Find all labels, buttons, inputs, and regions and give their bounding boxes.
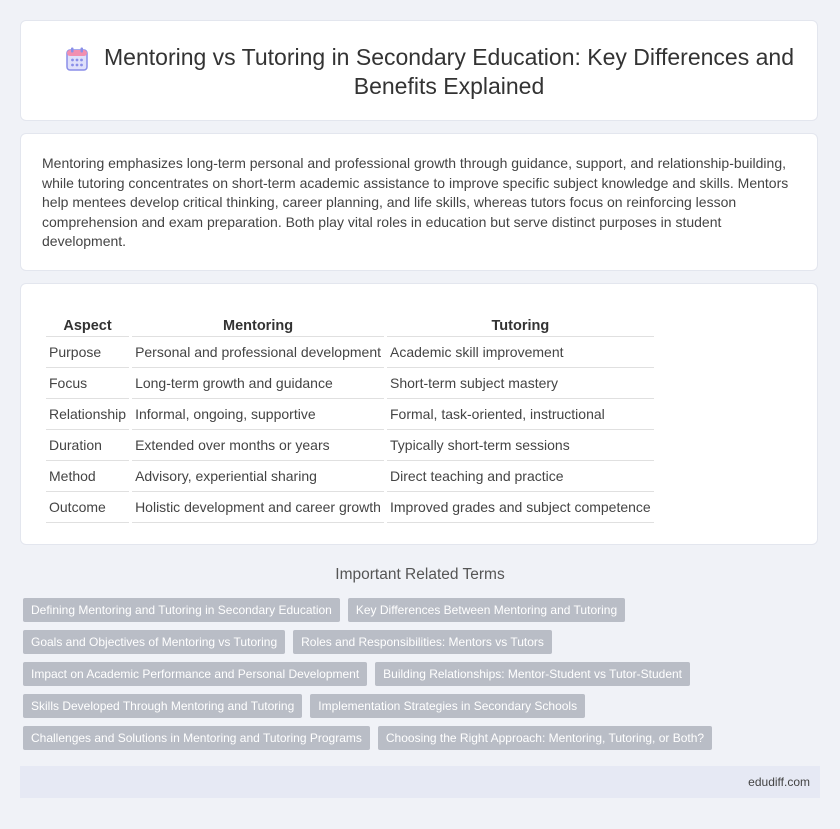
cell-mentoring: Informal, ongoing, supportive	[132, 399, 384, 430]
cell-aspect: Outcome	[46, 492, 129, 523]
intro-paragraph: Mentoring emphasizes long-term personal and professional growth through guidance, support, and relationship-building, while tutoring concentrates on short-term academic assistance to improve specific subject knowledge and skills. Mentors help mentees develop critical thinking, career planning, and life skills, whereas tutors focus on reinforcing lesson comprehension and exam preparation. Both play vital roles in education but serve distinct purposes in student development.	[42, 155, 789, 249]
calendar-icon	[66, 47, 88, 71]
comparison-card	[20, 283, 818, 545]
site-name[interactable]: edudiff.com	[748, 775, 810, 789]
related-term-tag[interactable]: Goals and Objectives of Mentoring vs Tutoring	[23, 630, 285, 654]
table-row	[46, 337, 654, 368]
cell-aspect: Focus	[46, 368, 129, 399]
cell-tutoring: Academic skill improvement	[387, 337, 654, 368]
table-header-row	[46, 315, 654, 337]
cell-aspect: Purpose	[46, 337, 129, 368]
cell-tutoring: Formal, task-oriented, instructional	[387, 399, 654, 430]
comparison-table	[43, 315, 657, 523]
table-row	[46, 492, 654, 523]
cell-aspect: Method	[46, 461, 129, 492]
cell-tutoring: Improved grades and subject competence	[387, 492, 654, 523]
footer	[20, 766, 820, 798]
header-tutoring: Tutoring	[387, 315, 654, 337]
header-aspect: Aspect	[46, 315, 129, 337]
page-title: Mentoring vs Tutoring in Secondary Education: Key Differences and Benefits Explained	[104, 44, 794, 99]
related-terms-list	[23, 598, 813, 758]
header-mentoring: Mentoring	[132, 315, 384, 337]
cell-tutoring: Direct teaching and practice	[387, 461, 654, 492]
related-term-tag[interactable]: Choosing the Right Approach: Mentoring, Tutoring, or Both?	[378, 726, 712, 750]
cell-tutoring: Typically short-term sessions	[387, 430, 654, 461]
related-term-tag[interactable]: Key Differences Between Mentoring and Tutoring	[348, 598, 625, 622]
cell-mentoring: Advisory, experiential sharing	[132, 461, 384, 492]
related-terms-heading: Important Related Terms	[335, 566, 505, 583]
related-term-tag[interactable]: Defining Mentoring and Tutoring in Secondary Education	[23, 598, 340, 622]
cell-mentoring: Long-term growth and guidance	[132, 368, 384, 399]
related-term-tag[interactable]: Challenges and Solutions in Mentoring and Tutoring Programs	[23, 726, 370, 750]
cell-aspect: Duration	[46, 430, 129, 461]
table-row	[46, 368, 654, 399]
table-row	[46, 430, 654, 461]
cell-mentoring: Holistic development and career growth	[132, 492, 384, 523]
related-term-tag[interactable]: Impact on Academic Performance and Personal Development	[23, 662, 367, 686]
cell-tutoring: Short-term subject mastery	[387, 368, 654, 399]
cell-aspect: Relationship	[46, 399, 129, 430]
related-term-tag[interactable]: Building Relationships: Mentor-Student vs Tutor-Student	[375, 662, 690, 686]
cell-mentoring: Personal and professional development	[132, 337, 384, 368]
related-term-tag[interactable]: Skills Developed Through Mentoring and Tutoring	[23, 694, 302, 718]
title-card	[20, 20, 818, 121]
table-row	[46, 399, 654, 430]
intro-card	[20, 133, 818, 271]
related-term-tag[interactable]: Roles and Responsibilities: Mentors vs Tutors	[293, 630, 552, 654]
related-term-tag[interactable]: Implementation Strategies in Secondary Schools	[310, 694, 585, 718]
cell-mentoring: Extended over months or years	[132, 430, 384, 461]
table-row	[46, 461, 654, 492]
